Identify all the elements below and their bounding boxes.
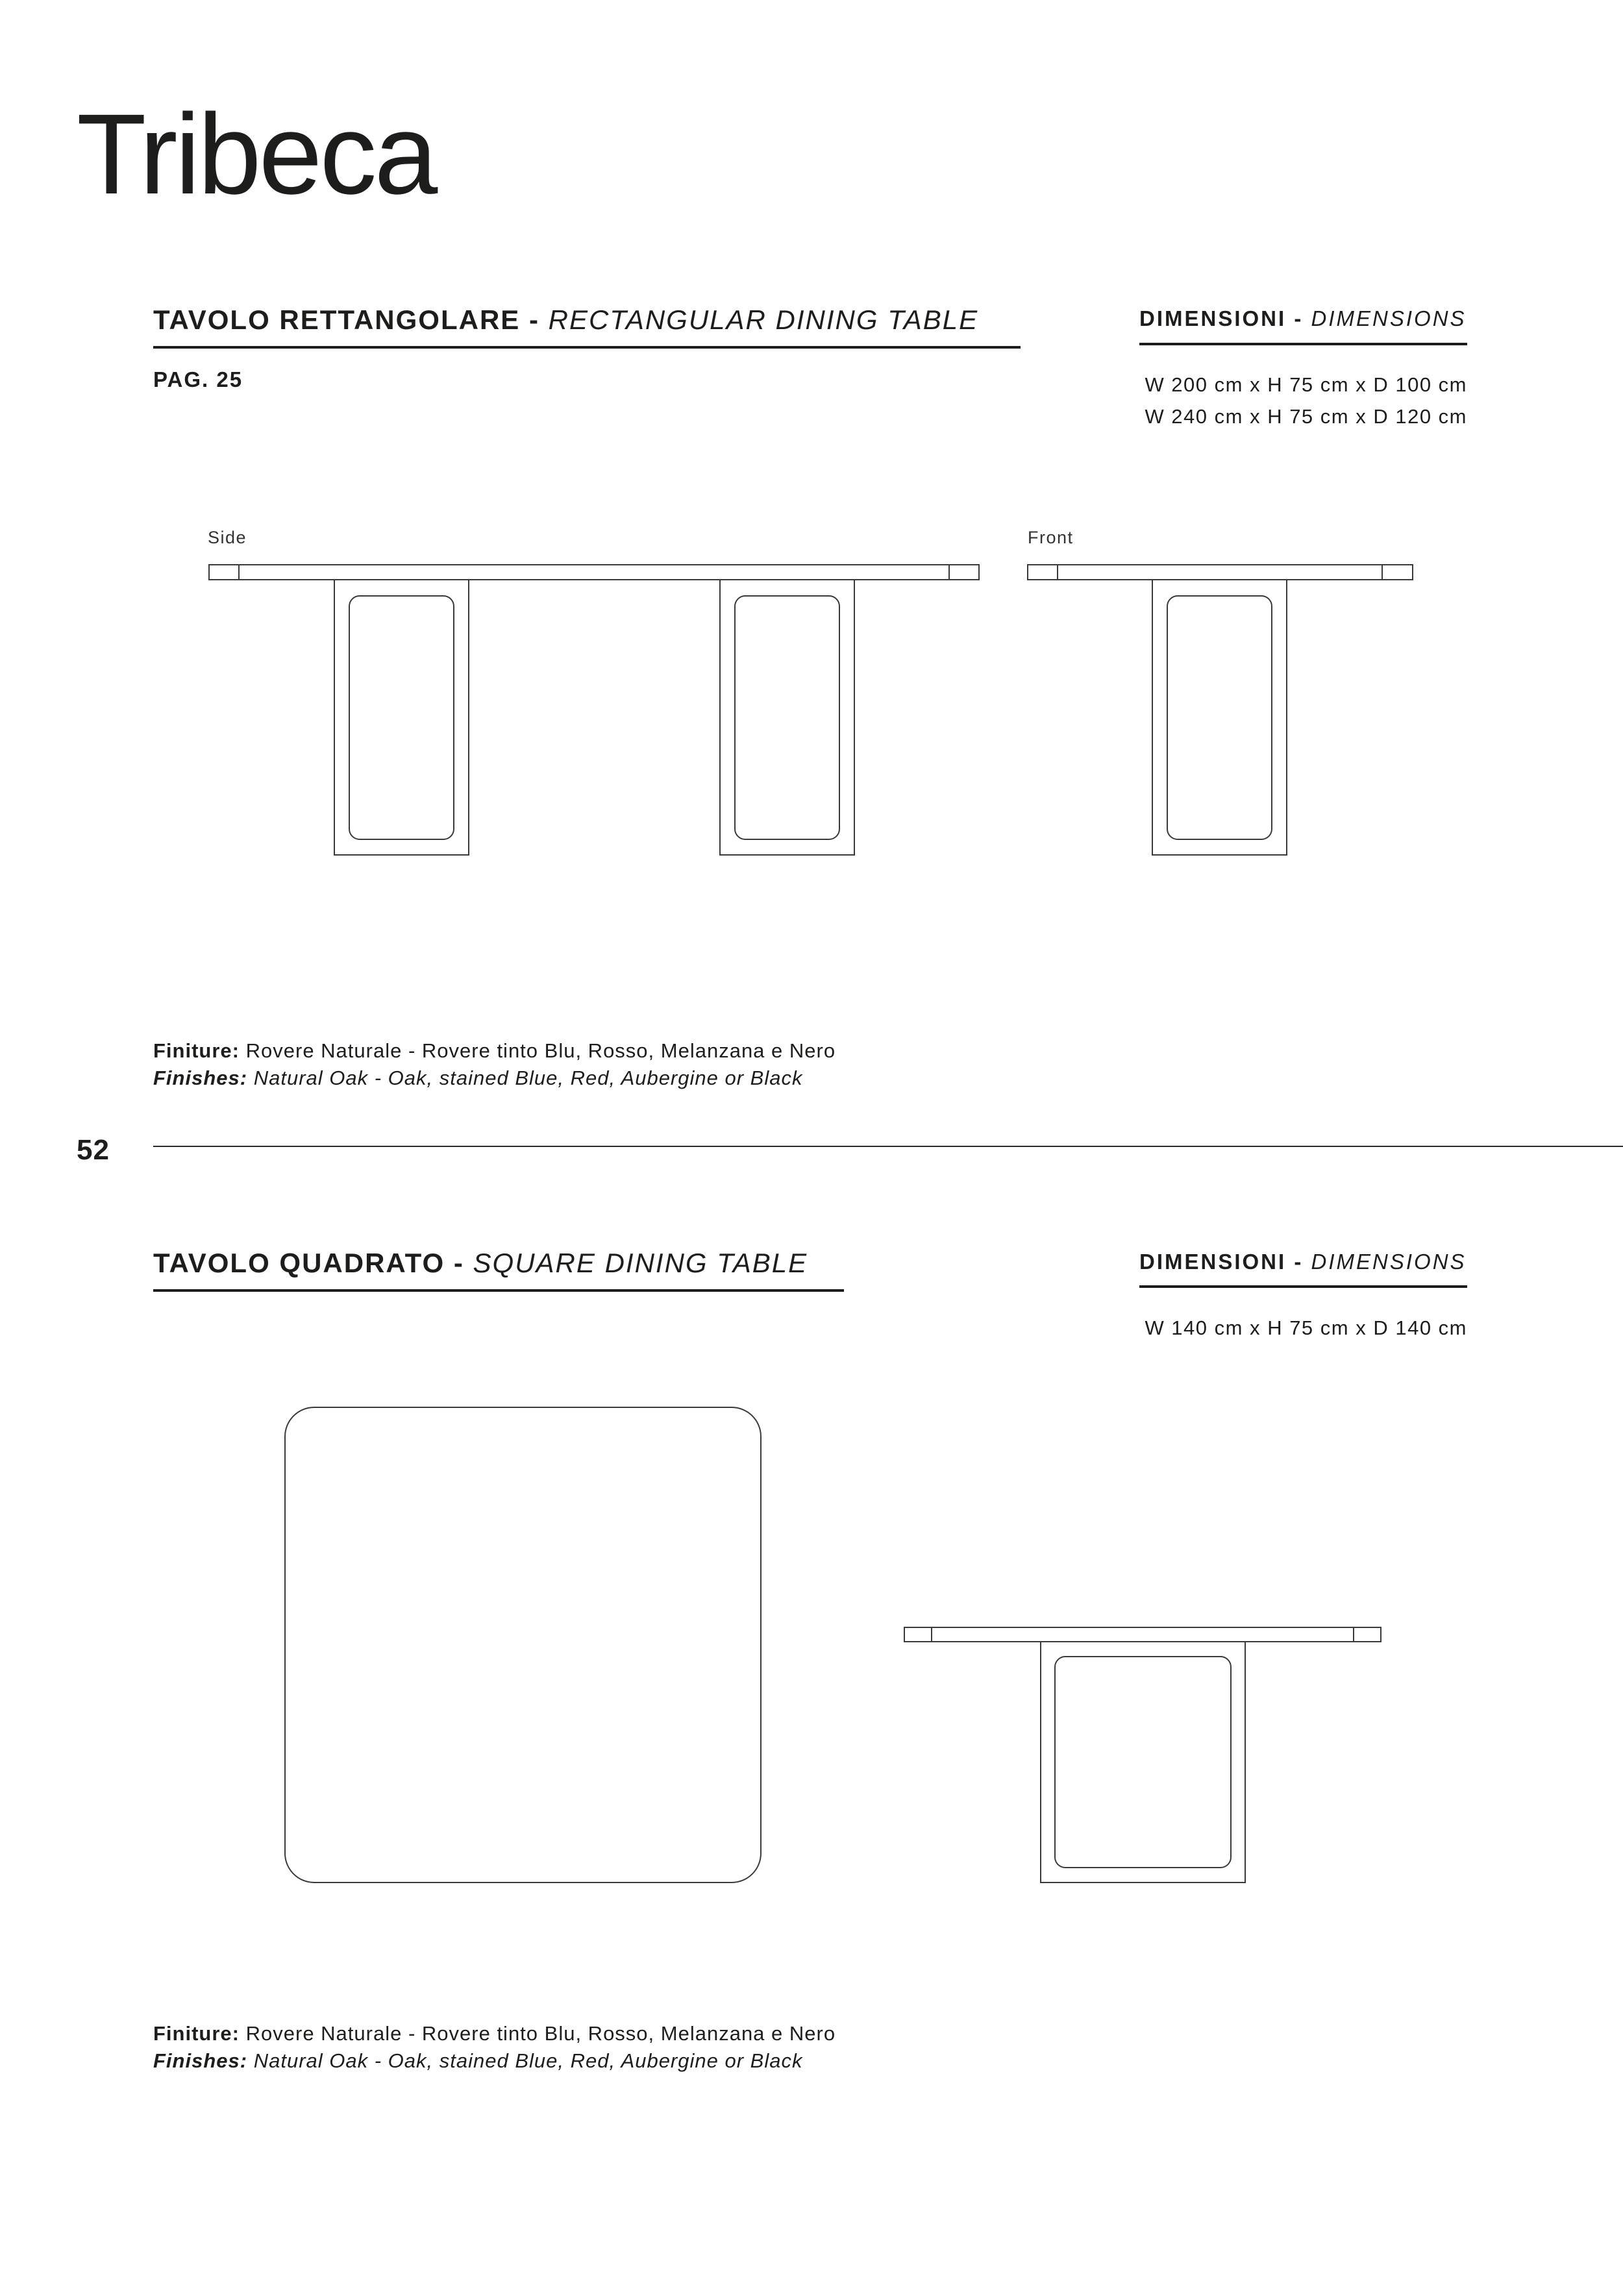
square-dimensions-label-en: DIMENSIONS [1311, 1250, 1467, 1274]
rect-dimension-value-2: W 240 cm x H 75 cm x D 120 cm [1145, 405, 1467, 428]
rect-table-title-it: TAVOLO RETTANGOLARE - [153, 304, 539, 335]
square-side-tabletop [904, 1627, 1381, 1642]
square-table-title-it: TAVOLO QUADRATO - [153, 1248, 464, 1278]
front-view-label: Front [1028, 528, 1074, 547]
rect-page-ref: PAG. 25 [153, 367, 243, 391]
rect-dimensions-label-it: DIMENSIONI - [1139, 306, 1304, 330]
rect-finish-en-text: Natural Oak - Oak, stained Blue, Red, Aubergine or Black [253, 1066, 803, 1089]
square-dimension-value-1: W 140 cm x H 75 cm x D 140 cm [1145, 1316, 1467, 1339]
rect-dimension-value-1: W 200 cm x H 75 cm x D 100 cm [1145, 373, 1467, 396]
square-finish-en-label: Finishes: [153, 2049, 248, 2072]
page-number: 52 [77, 1134, 110, 1166]
rect-dimensions-label-en: DIMENSIONS [1311, 306, 1467, 330]
square-finishes [153, 2020, 836, 2075]
square-finish-en [153, 2047, 836, 2075]
side-view-label: Side [208, 528, 247, 547]
square-finish-it-text: Rovere Naturale - Rovere tinto Blu, Rosso, Melanzana e Nero [245, 2022, 836, 2045]
square-side-leg [1041, 1642, 1245, 1882]
brand-title: Tribeca [77, 91, 436, 218]
rect-finish-it-text: Rovere Naturale - Rovere tinto Blu, Rosso, Melanzana e Nero [245, 1039, 836, 1062]
rect-finish-en-label: Finishes: [153, 1066, 248, 1089]
rect-table-title-en: RECTANGULAR DINING TABLE [548, 304, 979, 335]
rect-finish-it-label: Finiture: [153, 1039, 240, 1062]
square-finish-it-label: Finiture: [153, 2022, 240, 2045]
square-table-title-en: SQUARE DINING TABLE [473, 1248, 808, 1278]
square-finish-it [153, 2020, 836, 2047]
square-dimensions-label-it: DIMENSIONI - [1139, 1250, 1304, 1274]
square-finish-en-text: Natural Oak - Oak, stained Blue, Red, Aubergine or Black [253, 2049, 803, 2072]
